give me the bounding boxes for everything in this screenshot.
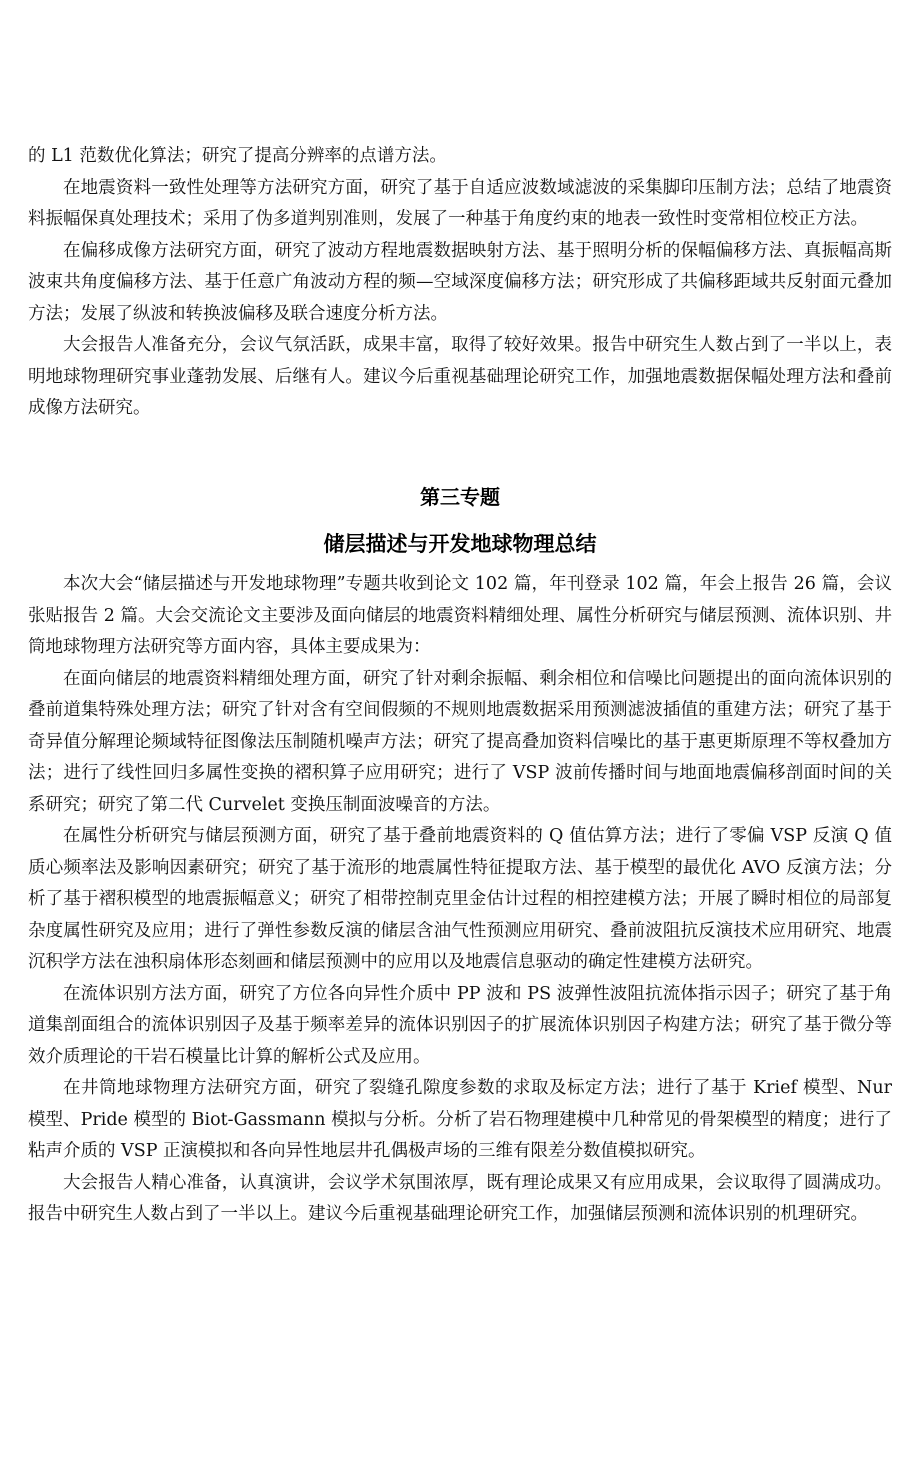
paragraph-overview: 本次大会“储层描述与开发地球物理”专题共收到论文 102 篇，年刊登录 102 篇，年会上报告 26 篇，会议张贴报告 2 篇。大会交流论文主要涉及面向储层的地震资料精细处理、属性分析研究与储层预测、流体识别、井筒地球物理方法研究等方面内容，具体主要成果为：	[28, 574, 892, 657]
section-text-block	[28, 569, 892, 1231]
section-title-heading: 储层描述与开发地球物理总结	[323, 532, 597, 556]
paragraph-fine-processing: 在面向储层的地震资料精细处理方面，研究了针对剩余振幅、剩余相位和信噪比问题提出的面向流体识别的叠前道集特殊处理方法；研究了针对含有空间假频的不规则地震数据采用预测滤波插值的重建方法；研究了基于奇异值分解理论频域特征图像法压制随机噪声方法；研究了提高叠加资料信噪比的基于惠更斯原理不等权叠加方法；进行了线性回归多属性变换的褶积算子应用研究；进行了 VSP 波前传播时间与地面地震偏移剖面时间的关系研究；研究了第二代 Curvelet 变换压制面波噪音的方法。	[28, 668, 892, 815]
paragraph-continuation: 的 L1 范数优化算法；研究了提高分辨率的点谱方法。	[28, 146, 447, 166]
paragraph-attribute-analysis: 在属性分析研究与储层预测方面，研究了基于叠前地震资料的 Q 值估算方法；进行了零偏 VSP 反演 Q 值质心频率法及影响因素研究；研究了基于流形的地震属性特征提取方法、基于模型的最优化 AVO 反演方法；分析了基于褶积模型的地震振幅意义；研究了相带控制克里金估计过程的相控建模方法；开展了瞬时相位的局部复杂度属性研究及应用；进行了弹性参数反演的储层含油气性预测应用研究、叠前波阻抗反演技术应用研究、地震沉积学方法在浊积扇体形态刻画和储层预测中的应用以及地震信息驱动的确定性建模方法研究。	[28, 826, 892, 972]
paragraph-section-summary: 大会报告人精心准备，认真演讲，会议学术氛围浓厚，既有理论成果又有应用成果，会议取得了圆满成功。报告中研究生人数占到了一半以上。建议今后重视基础理论研究工作，加强储层预测和流体识别的机理研究。	[28, 1172, 892, 1224]
paragraph-conference-summary: 大会报告人准备充分，会议气氛活跃，成果丰富，取得了较好效果。报告中研究生人数占到了一半以上，表明地球物理研究事业蓬勃发展、后继有人。建议今后重视基础理论研究工作，加强地震数据保幅处理方法和叠前成像方法研究。	[28, 335, 892, 418]
top-text-block	[28, 141, 892, 425]
section-number-heading: 第三专题	[420, 485, 500, 509]
paragraph-migration-imaging: 在偏移成像方法研究方面，研究了波动方程地震数据映射方法、基于照明分析的保幅偏移方法、真振幅高斯波束共角度偏移方法、基于任意广角波动方程的频—空域深度偏移方法；研究形成了共偏移距域共反射面元叠加方法；发展了纵波和转换波偏移及联合速度分析方法。	[28, 240, 892, 324]
paragraph-borehole-geophysics: 在井筒地球物理方法研究方面，研究了裂缝孔隙度参数的求取及标定方法；进行了基于 Krief 模型、Nur 模型、Pride 模型的 Biot-Gassmann 模拟与分析。分析了岩石物理建模中几种常见的骨架模型的精度；进行了粘声介质的 VSP 正演模拟和各向异性地层井孔偶极声场的三维有限差分数值模拟研究。	[28, 1078, 892, 1161]
paragraph-fluid-identification: 在流体识别方法方面，研究了方位各向异性介质中 PP 波和 PS 波弹性波阻抗流体指示因子；研究了基于角道集剖面组合的流体识别因子及基于频率差异的流体识别因子的扩展流体识别因子构建方法；研究了基于微分等效介质理论的干岩石模量比计算的解析公式及应用。	[28, 983, 892, 1067]
paragraph-consistency-processing: 在地震资料一致性处理等方法研究方面，研究了基于自适应波数域滤波的采集脚印压制方法；总结了地震资料振幅保真处理技术；采用了伪多道判别准则，发展了一种基于角度约束的地表一致性时变常相位校正方法。	[28, 177, 892, 229]
